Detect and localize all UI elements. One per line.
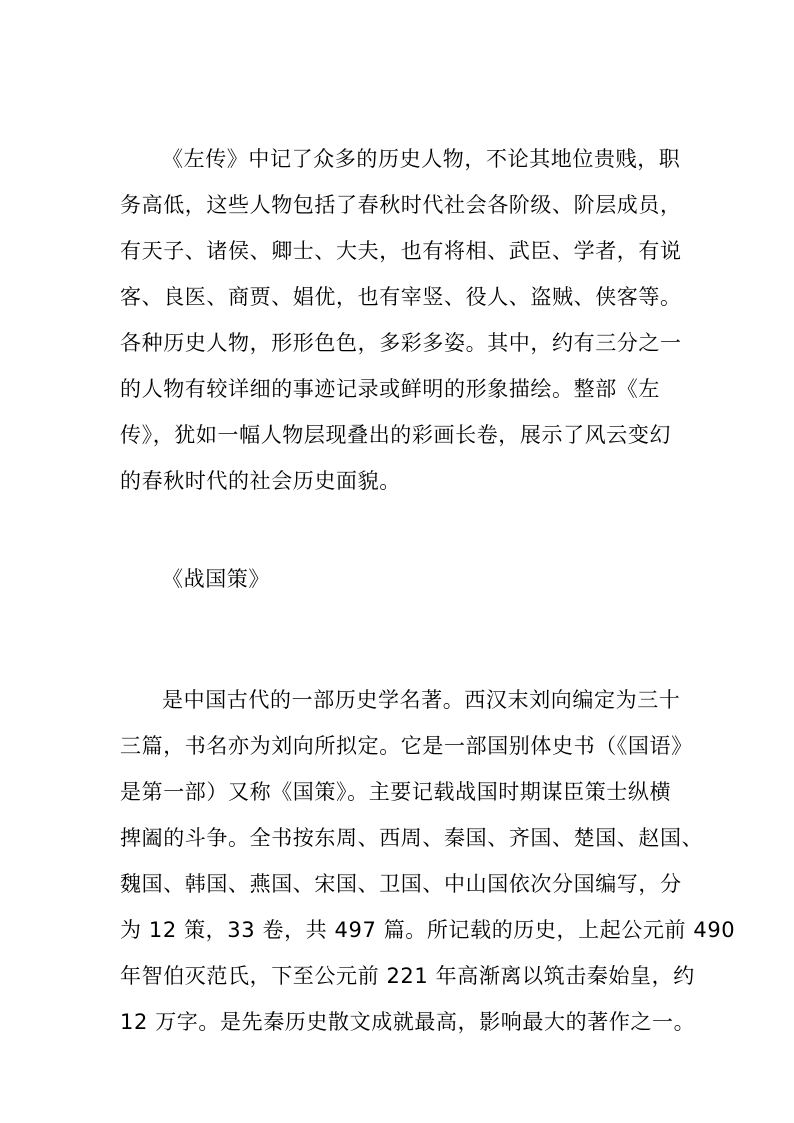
paragraph-line: 有天子、诸侯、卿士、大夫，也有将相、武臣、学者，有说 [120, 239, 682, 263]
section-heading: 《战国策》 [162, 567, 270, 591]
paragraph-line: 各种历史人物，形形色色，多彩多姿。其中，约有三分之一 [120, 331, 682, 355]
paragraph-line: 客、良医、商贾、娼优，也有宰竖、役人、盗贼、侠客等。 [120, 285, 682, 309]
paragraph-line: 传》，犹如一幅人物层现叠出的彩画长卷，展示了风云变幻 [120, 423, 672, 447]
paragraph-line: 的春秋时代的社会历史面貌。 [120, 469, 401, 493]
paragraph-line: 是中国古代的一部历史学名著。西汉末刘向编定为三十 [162, 688, 681, 712]
paragraph-line: 12 万字。是先秦历史散文成就最高，影响最大的著作之一。 [120, 1010, 696, 1034]
paragraph-line: 是第一部）又称《国策》。主要记载战国时期谋臣策士纵横 [120, 780, 672, 804]
paragraph-line: 的人物有较详细的事迹记录或鲜明的形象描绘。整部《左 [120, 377, 660, 401]
paragraph-line: 魏国、韩国、燕国、宋国、卫国、中山国依次分国编写，分 [120, 872, 682, 896]
paragraph-line: 《左传》中记了众多的历史人物，不论其地位贵贱，职 [162, 147, 681, 171]
paragraph-line: 三篇，书名亦为刘向所拟定。它是一部国别体史书（《国语》 [120, 734, 693, 758]
paragraph-line: 年智伯灭范氏，下至公元前 221 年高渐离以筑击秦始皇，约 [120, 964, 695, 988]
paragraph-line: 为 12 策，33 卷，共 497 篇。所记载的历史，上起公元前 490 [120, 918, 736, 942]
paragraph-line: 捭阖的斗争。全书按东周、西周、秦国、齐国、楚国、赵国、 [120, 826, 704, 850]
paragraph-line: 务高低，这些人物包括了春秋时代社会各阶级、阶层成员， [120, 193, 682, 217]
